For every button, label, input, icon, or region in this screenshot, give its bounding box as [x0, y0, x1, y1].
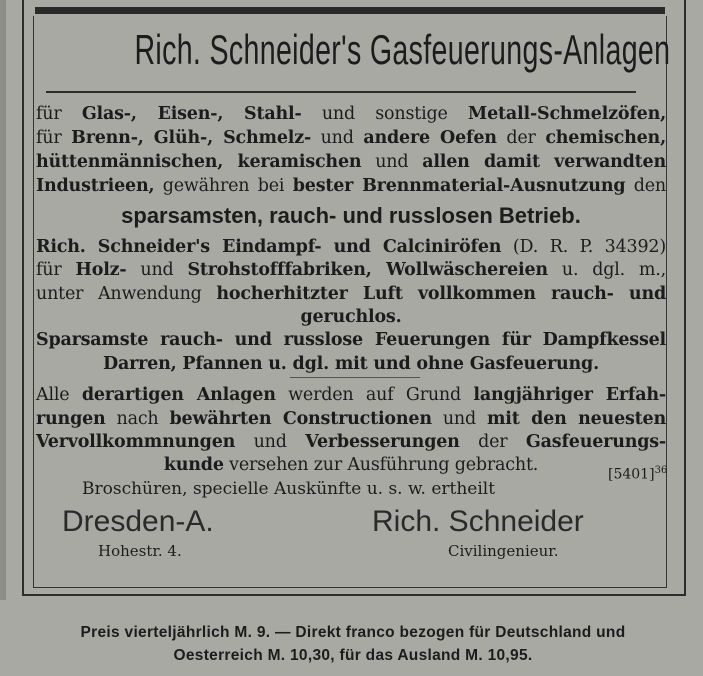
highlight-line: sparsamsten, rauch- und russlosen Betrieb. [121, 203, 581, 228]
page-edge [0, 0, 6, 600]
title-underline [46, 91, 636, 93]
advert-title: Rich. Schneider's Gasfeuerungs-Anlagen [134, 26, 671, 73]
para2-line2: für Holz- und Strohstofffabriken, Wollwäschereien u. dgl. m., [36, 260, 667, 280]
brochures-line: Broschüren, specielle Auskünfte u. s. w. ertheilt [82, 479, 496, 499]
top-rule [35, 7, 665, 14]
street-address: Hohestr. 4. [98, 542, 182, 560]
para4-line1: Alle derartigen Anlagen werden auf Grund langjähriger Erfah- [36, 385, 666, 405]
para3-line1: Sparsamste rauch- und russlose Feuerungen für Dampfkessel [36, 330, 666, 350]
para4-line3: Vervollkommnungen und Verbesserungen der Gasfeuerungs- [36, 432, 666, 452]
para1-line3: hüttenmännischen, keramischen und allen damit verwandten [36, 152, 667, 172]
para4-line2: rungen nach bewährten Constructionen und mit den neuesten [36, 409, 667, 429]
para4-line4: kunde versehen zur Ausführung gebracht. [163, 455, 539, 475]
city-name: Dresden-A. [62, 505, 214, 538]
advertiser-name: Rich. Schneider [372, 505, 584, 538]
price-line-1: Preis vierteljährlich M. 9. — Direkt franco bezogen für Deutschland und [80, 624, 626, 641]
para1-line1: für Glas-, Eisen-, Stahl- und sonstige Metall-Schmelzöfen, [36, 104, 667, 124]
para2-line3: unter Anwendung hocherhitzter Luft vollkommen rauch- und [36, 284, 667, 304]
para3-line2: Darren, Pfannen u. dgl. mit und ohne Gasfeuerung. [103, 354, 599, 374]
para2-line1: Rich. Schneider's Eindampf- und Calciniröfen (D. R. P. 34392) [36, 237, 666, 257]
price-line-2: Oesterreich M. 10,30, für das Ausland M. 10,95. [173, 647, 533, 664]
para1-line2: für Brenn-, Glüh-, Schmelz- und andere Oefen der chemischen, [36, 128, 666, 148]
advertiser-profession: Civilingenieur. [448, 542, 559, 560]
separator-rule [290, 377, 420, 378]
para2-line4: geruchlos. [300, 307, 402, 327]
reference-number: $[5401]^{36}$ [608, 465, 668, 483]
para1-line4: Industrieen, gewähren bei bester Brennmaterial-Ausnutzung den [36, 176, 667, 196]
